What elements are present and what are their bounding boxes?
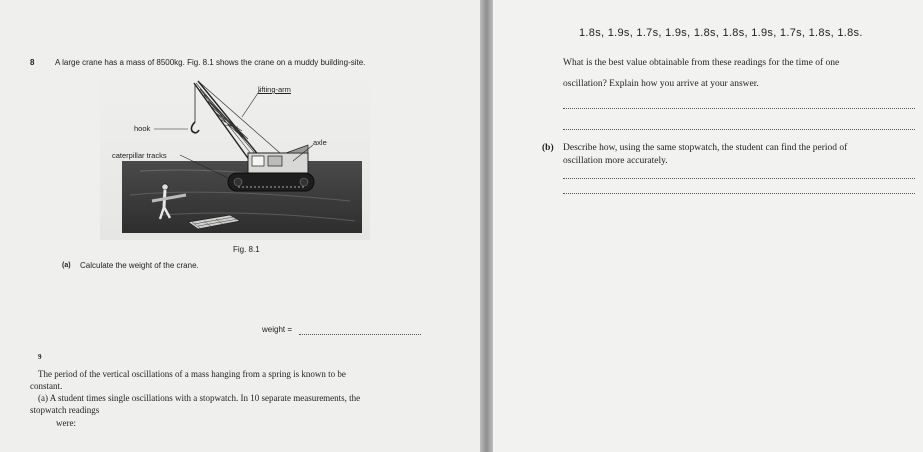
question-9-part-a-2: stopwatch readings bbox=[30, 405, 100, 415]
question-8-number: 8 bbox=[30, 58, 35, 67]
question-9-part-a-1: (a) A student times single oscillations with a stopwatch. In 10 separate measurements, the bbox=[38, 393, 361, 403]
muddy-ground bbox=[122, 161, 362, 233]
best-value-question-2: oscillation? Explain how you arrive at your answer. bbox=[563, 79, 759, 89]
question-8-intro: A large crane has a mass of 8500kg. Fig. 8.1 shows the crane on a muddy building-site. bbox=[55, 58, 366, 67]
part-b-marker: (b) bbox=[542, 143, 554, 153]
part-a-question: Calculate the weight of the crane. bbox=[80, 261, 199, 270]
question-9-number: 9 bbox=[38, 353, 42, 361]
label-lifting-arm: lifting-arm bbox=[258, 85, 291, 94]
answer-line-3[interactable] bbox=[563, 178, 915, 179]
weight-label: weight = bbox=[262, 325, 293, 334]
part-b-question-2: oscillation more accurately. bbox=[563, 156, 668, 166]
label-axle: axle bbox=[313, 138, 327, 147]
label-hook: hook bbox=[134, 124, 151, 133]
figure-caption: Fig. 8.1 bbox=[233, 245, 260, 254]
part-a-marker: (a) bbox=[62, 262, 71, 269]
question-9-part-a-3: were: bbox=[56, 418, 76, 428]
best-value-question-1: What is the best value obtainable from these readings for the time of one bbox=[563, 58, 840, 68]
label-caterpillar-tracks: caterpillar tracks bbox=[112, 151, 167, 160]
stopwatch-readings: 1.8s, 1.9s, 1.7s, 1.9s, 1.8s, 1.8s, 1.9s, 1.7s, 1.8s, 1.8s. bbox=[579, 27, 863, 39]
answer-line-4[interactable] bbox=[563, 193, 915, 194]
question-9-intro-1: The period of the vertical oscillations of a mass hanging from a spring is known to be bbox=[38, 369, 346, 379]
part-b-question-1: Describe how, using the same stopwatch, the student can find the period of bbox=[563, 143, 848, 153]
weight-answer-line[interactable] bbox=[299, 334, 421, 335]
page-gutter bbox=[480, 0, 493, 452]
right-page bbox=[493, 0, 923, 452]
answer-line-2[interactable] bbox=[563, 129, 915, 130]
answer-line-1[interactable] bbox=[563, 108, 915, 109]
question-9-intro-2: constant. bbox=[30, 381, 63, 391]
